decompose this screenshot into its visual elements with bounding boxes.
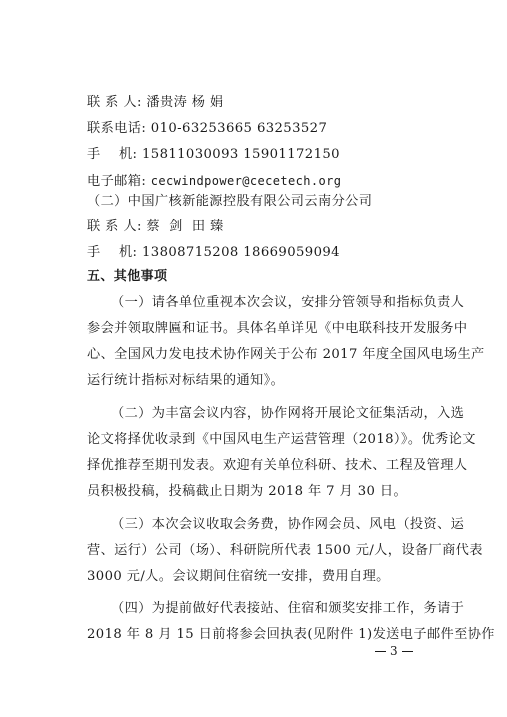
paragraph-line: 营、运行）公司（场）、科研院所代表 1500 元/人，设备厂商代表 [87, 543, 483, 558]
org-line [87, 193, 372, 211]
contact-mobile-label: 手 机: [87, 147, 138, 162]
org-name: （二）中国广核新能源控股有限公司云南分公司 [87, 194, 373, 209]
page-number-dash-right [402, 651, 413, 652]
contact-phone-value: 010-63253665 63253527 [150, 121, 328, 136]
contact-email-line [87, 172, 341, 191]
org-mobile-line [87, 244, 340, 262]
page-number: 3 [390, 644, 398, 658]
contact-person-value: 潘贵涛 杨 娟 [146, 95, 224, 110]
paragraph-line: 3000 元/人。会议期间住宿统一安排，费用自理。 [87, 569, 390, 584]
org-person-value: 蔡 剑 田 臻 [146, 219, 224, 234]
contact-person-line [87, 94, 224, 112]
paragraph-line: （三）本次会议收取会务费，协作网会员、风电（投资、运 [111, 517, 465, 532]
contact-phone-label: 联系电话: [87, 121, 147, 136]
org-person-line [87, 218, 224, 236]
paragraph-line: 心、全国风力发电技术协作网关于公布 2017 年度全国风电场生产 [87, 347, 485, 362]
paragraph-line: 员积极投稿，投稿截止日期为 2018 年 7 月 30 日。 [87, 484, 408, 499]
contact-person-label: 联 系 人: [87, 95, 142, 110]
contact-phone-line [87, 120, 327, 138]
paragraph-line: 择优推荐至期刊发表。欢迎有关单位科研、技术、工程及管理人 [87, 458, 468, 473]
contact-email-value: cecwindpower@cecetech.org [150, 174, 342, 188]
org-person-label: 联 系 人: [87, 219, 142, 234]
paragraph-line: （四）为提前做好代表接站、住宿和颁奖安排工作，务请于 [111, 601, 465, 616]
paragraph-line: （一）请各单位重视本次会议，安排分管领导和指标负责人 [111, 295, 465, 310]
paragraph-line: 论文将择优收录到《中国风电生产运营管理（2018）》。优秀论文 [87, 432, 476, 447]
paragraph-line: 2018 年 8 月 15 日前将参会回执表(见附件 1)发送电子邮件至协作 [87, 627, 495, 642]
contact-mobile-value: 15811030093 15901172150 [141, 147, 340, 162]
section-heading: 五、其他事项 [87, 269, 168, 284]
contact-email-label: 电子邮箱: [87, 174, 147, 189]
paragraph-line: 运行统计指标对标结果的通知》。 [87, 373, 285, 388]
org-mobile-label: 手 机: [87, 245, 138, 260]
contact-mobile-line [87, 146, 340, 164]
org-mobile-value: 13808715208 18669059094 [141, 245, 340, 260]
paragraph-line: 参会并领取牌匾和证书。具体名单详见《中电联科技开发服务中 [87, 321, 468, 336]
page-number-dash-left [375, 651, 386, 652]
paragraph-line: （二）为丰富会议内容，协作网将开展论文征集活动，入选 [111, 406, 465, 421]
